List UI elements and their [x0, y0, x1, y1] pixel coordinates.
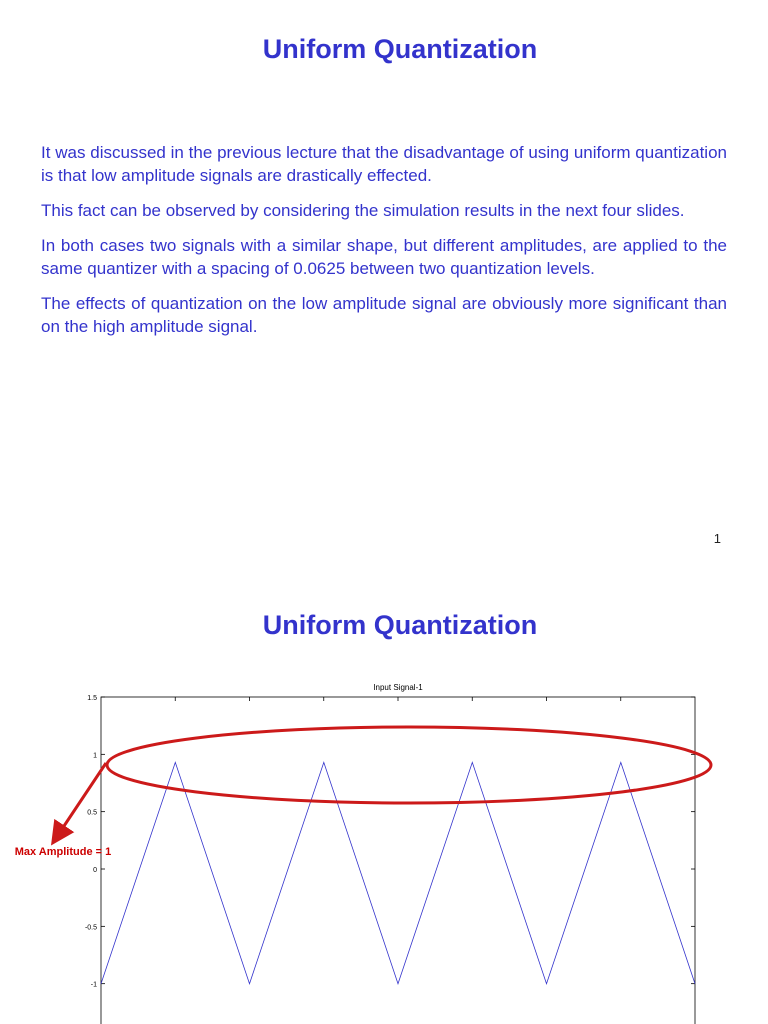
input-signal-chart	[0, 576, 768, 1024]
y-tick-label: 1.5	[87, 695, 97, 702]
page-number: 1	[713, 531, 721, 546]
y-tick-label: 0.5	[87, 809, 97, 817]
y-tick-label: 1	[93, 752, 97, 760]
annotation-arrow	[56, 763, 106, 838]
slide-body	[41, 141, 727, 350]
y-tick-label: 0	[93, 867, 97, 875]
paragraph: This fact can be observed by considering the simulation results in the next four slides.	[41, 201, 685, 220]
paragraph: It was discussed in the previous lecture that the disadvantage of using uniform quantization is that low amplitude signals are drastically effected.	[41, 143, 727, 185]
y-tick-label: -1	[90, 981, 97, 989]
annotation-label: Max Amplitude = 1	[14, 846, 112, 858]
slide-title: Uniform Quantization	[262, 34, 538, 64]
chart-title: Input Signal-1	[373, 683, 423, 692]
plot-frame	[101, 697, 695, 1024]
paragraph: The effects of quantization on the low amplitude signal are obviously more significant than on the high amplitude signal.	[41, 294, 727, 336]
y-tick-label: -0.5	[84, 924, 97, 932]
paragraph: In both cases two signals with a similar shape, but different amplitudes, are applied to the same quantizer with a spacing of 0.0625 between two quantization levels.	[41, 236, 727, 278]
slide-2	[0, 576, 768, 1024]
slide-title: Uniform Quantization	[262, 610, 538, 640]
